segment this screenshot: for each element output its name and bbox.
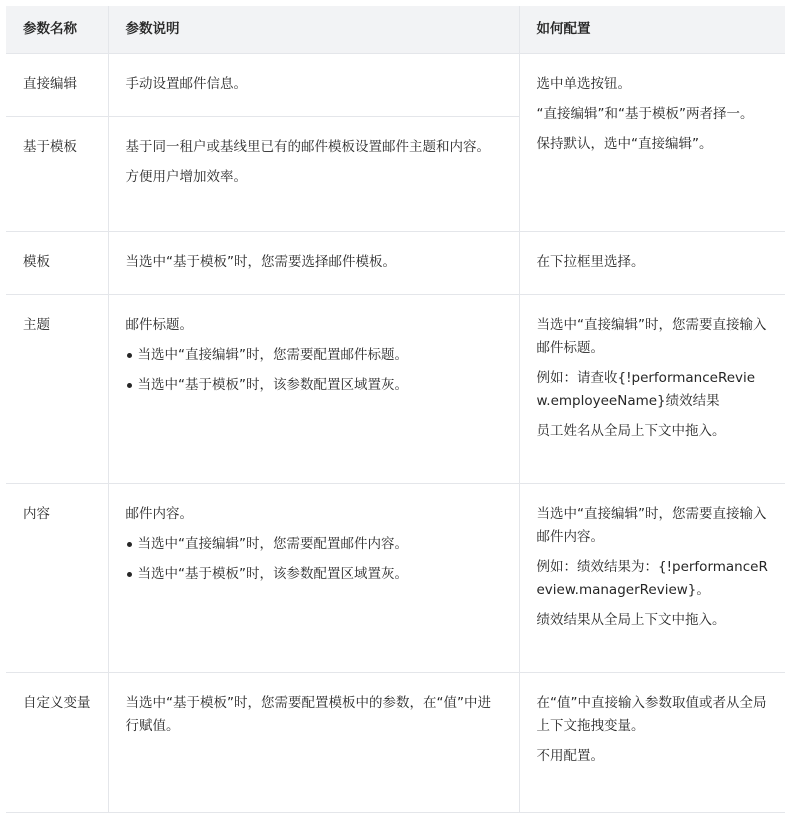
config-text: 当选中“直接编辑”时，您需要直接输入邮件标题。 [536,317,767,356]
param-desc-cell [108,54,519,117]
config-text: 在“值”中直接输入参数取值或者从全局上下文拖拽变量。 [536,695,767,734]
param-config-cell [519,295,785,484]
param-desc: 手动设置邮件信息。 [125,76,247,92]
config-text: 例如：请查收{!performanceReview.employeeName}绩效结果 [536,370,756,409]
param-desc-cell [108,484,519,673]
list-item: 当选中“直接编辑”时，您需要配置邮件内容。 [138,533,502,556]
param-name: 主题 [23,317,50,333]
param-name-cell [6,232,108,295]
param-name: 基于模板 [23,139,77,155]
config-text: “直接编辑”和“基于模板”两者择一。 [536,106,754,122]
config-text: 保持默认，选中“直接编辑”。 [536,136,713,152]
param-desc: 方便用户增加效率。 [125,169,247,185]
config-text: 在下拉框里选择。 [536,254,645,270]
param-name: 模板 [23,254,50,270]
param-config-cell [519,54,785,232]
config-text: 绩效结果从全局上下文中拖入。 [536,612,726,628]
table-header-row [6,6,785,54]
bullet-list [126,344,502,397]
bullet-list [126,533,502,586]
param-name-cell [6,117,108,232]
param-name: 内容 [23,506,50,522]
param-desc: 邮件标题。 [125,317,193,333]
param-name-cell [6,54,108,117]
param-desc: 基于同一租户或基线里已有的邮件模板设置邮件主题和内容。 [125,139,490,155]
param-name: 直接编辑 [23,76,77,92]
param-name: 自定义变量 [23,695,91,711]
list-item: 当选中“直接编辑”时，您需要配置邮件标题。 [138,344,502,367]
parameter-table [6,6,785,813]
header-param-desc: 参数说明 [108,6,519,54]
config-text: 当选中“直接编辑”时，您需要直接输入邮件内容。 [536,506,767,545]
config-text: 例如：绩效结果为：{!performanceReview.managerReview}。 [536,559,768,598]
header-how-to-config: 如何配置 [519,6,785,54]
table-row [6,484,785,673]
config-text: 员工姓名从全局上下文中拖入。 [536,423,726,439]
param-desc: 当选中“基于模板”时，您需要配置模板中的参数，在“值”中进行赋值。 [125,695,491,734]
param-desc: 当选中“基于模板”时，您需要选择邮件模板。 [125,254,396,270]
list-item: 当选中“基于模板”时，该参数配置区域置灰。 [138,563,502,586]
param-config-cell [519,484,785,673]
header-param-name: 参数名称 [6,6,108,54]
param-name-cell [6,295,108,484]
param-name-cell [6,484,108,673]
param-desc-cell [108,117,519,232]
table-row [6,232,785,295]
param-desc-cell [108,295,519,484]
param-config-cell [519,232,785,295]
config-text: 选中单选按钮。 [536,76,631,92]
table-row [6,295,785,484]
param-desc: 邮件内容。 [125,506,193,522]
config-text: 不用配置。 [536,748,604,764]
table-row [6,54,785,117]
param-desc-cell [108,232,519,295]
list-item: 当选中“基于模板”时，该参数配置区域置灰。 [138,374,502,397]
